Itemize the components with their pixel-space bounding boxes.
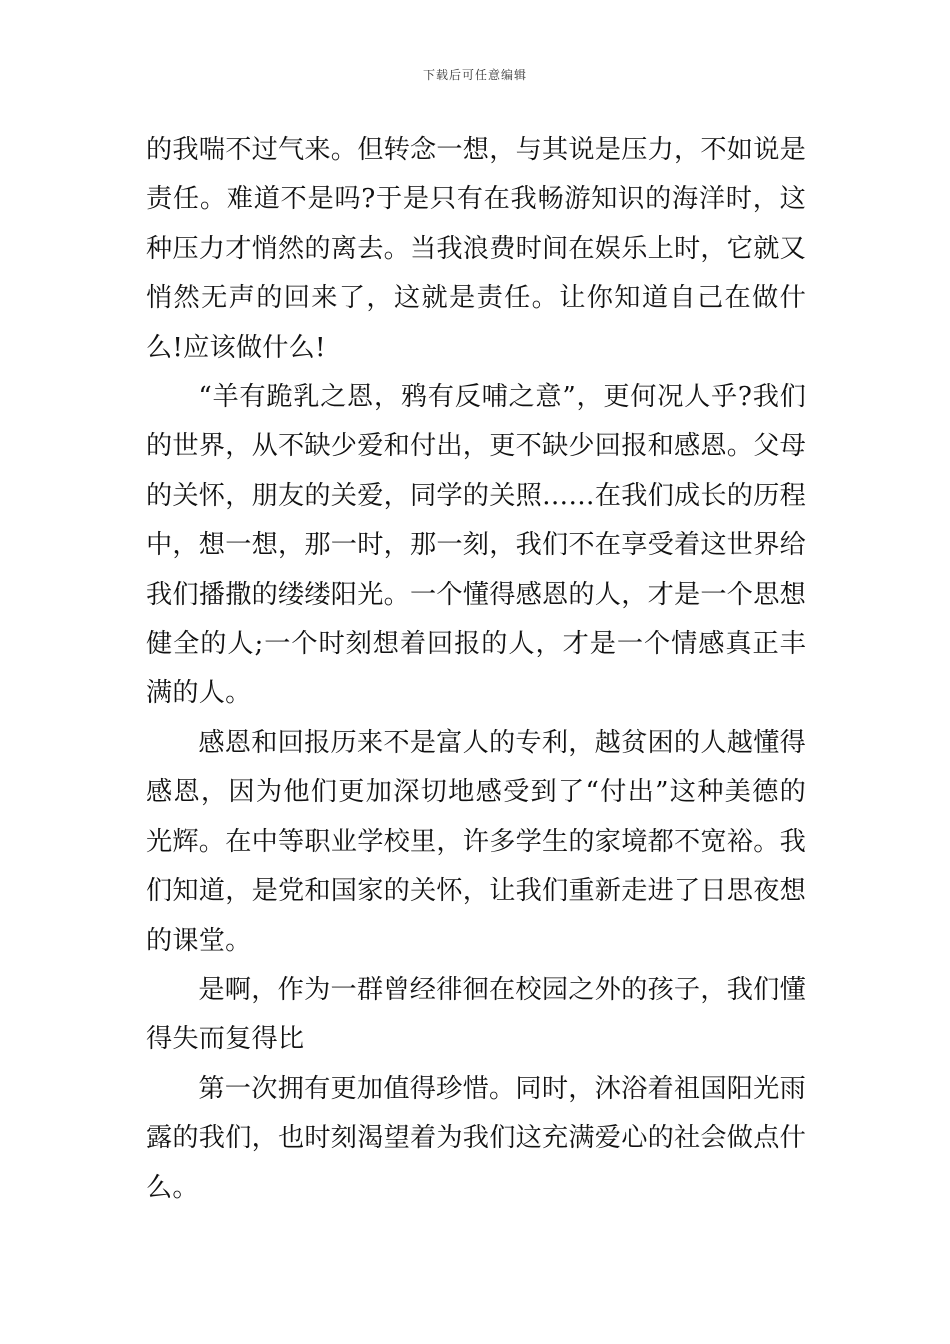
paragraph-5: 第一次拥有更加值得珍惜。同时，沐浴着祖国阳光雨露的我们，也时刻渴望着为我们这充满爱心的社会做点什么。 [146,1073,806,1203]
page-header: 下载后可任意编辑 [422,68,527,82]
paragraph-4: 是啊，作为一群曾经徘徊在校园之外的孩子，我们懂得失而复得比 [146,974,806,1055]
document-body [146,126,806,1213]
paragraph-3: 感恩和回报历来不是富人的专利，越贫困的人越懂得感恩，因为他们更加深切地感受到了“付出”这种美德的光辉。在中等职业学校里，许多学生的家境都不宽裕。我们知道，是党和国家的关怀，让我们重新走进了日思夜想的课堂。 [146,727,806,956]
paragraph-2: “羊有跪乳之恩，鸦有反哺之意”，更何况人乎?我们的世界，从不缺少爱和付出，更不缺少回报和感恩。父母的关怀，朋友的关爱，同学的关照……在我们成长的历程中，想一想，那一时，那一刻，我们不在享受着这世界给我们播撒的缕缕阳光。一个懂得感恩的人，才是一个思想健全的人;一个时刻想着回报的人，才是一个情感真正丰满的人。 [146,382,806,709]
paragraph-1: 的我喘不过气来。但转念一想，与其说是压力，不如说是责任。难道不是吗?于是只有在我畅游知识的海洋时，这种压力才悄然的离去。当我浪费时间在娱乐上时，它就又悄然无声的回来了，这就是责任。让你知道自己在做什么!应该做什么! [146,135,806,363]
